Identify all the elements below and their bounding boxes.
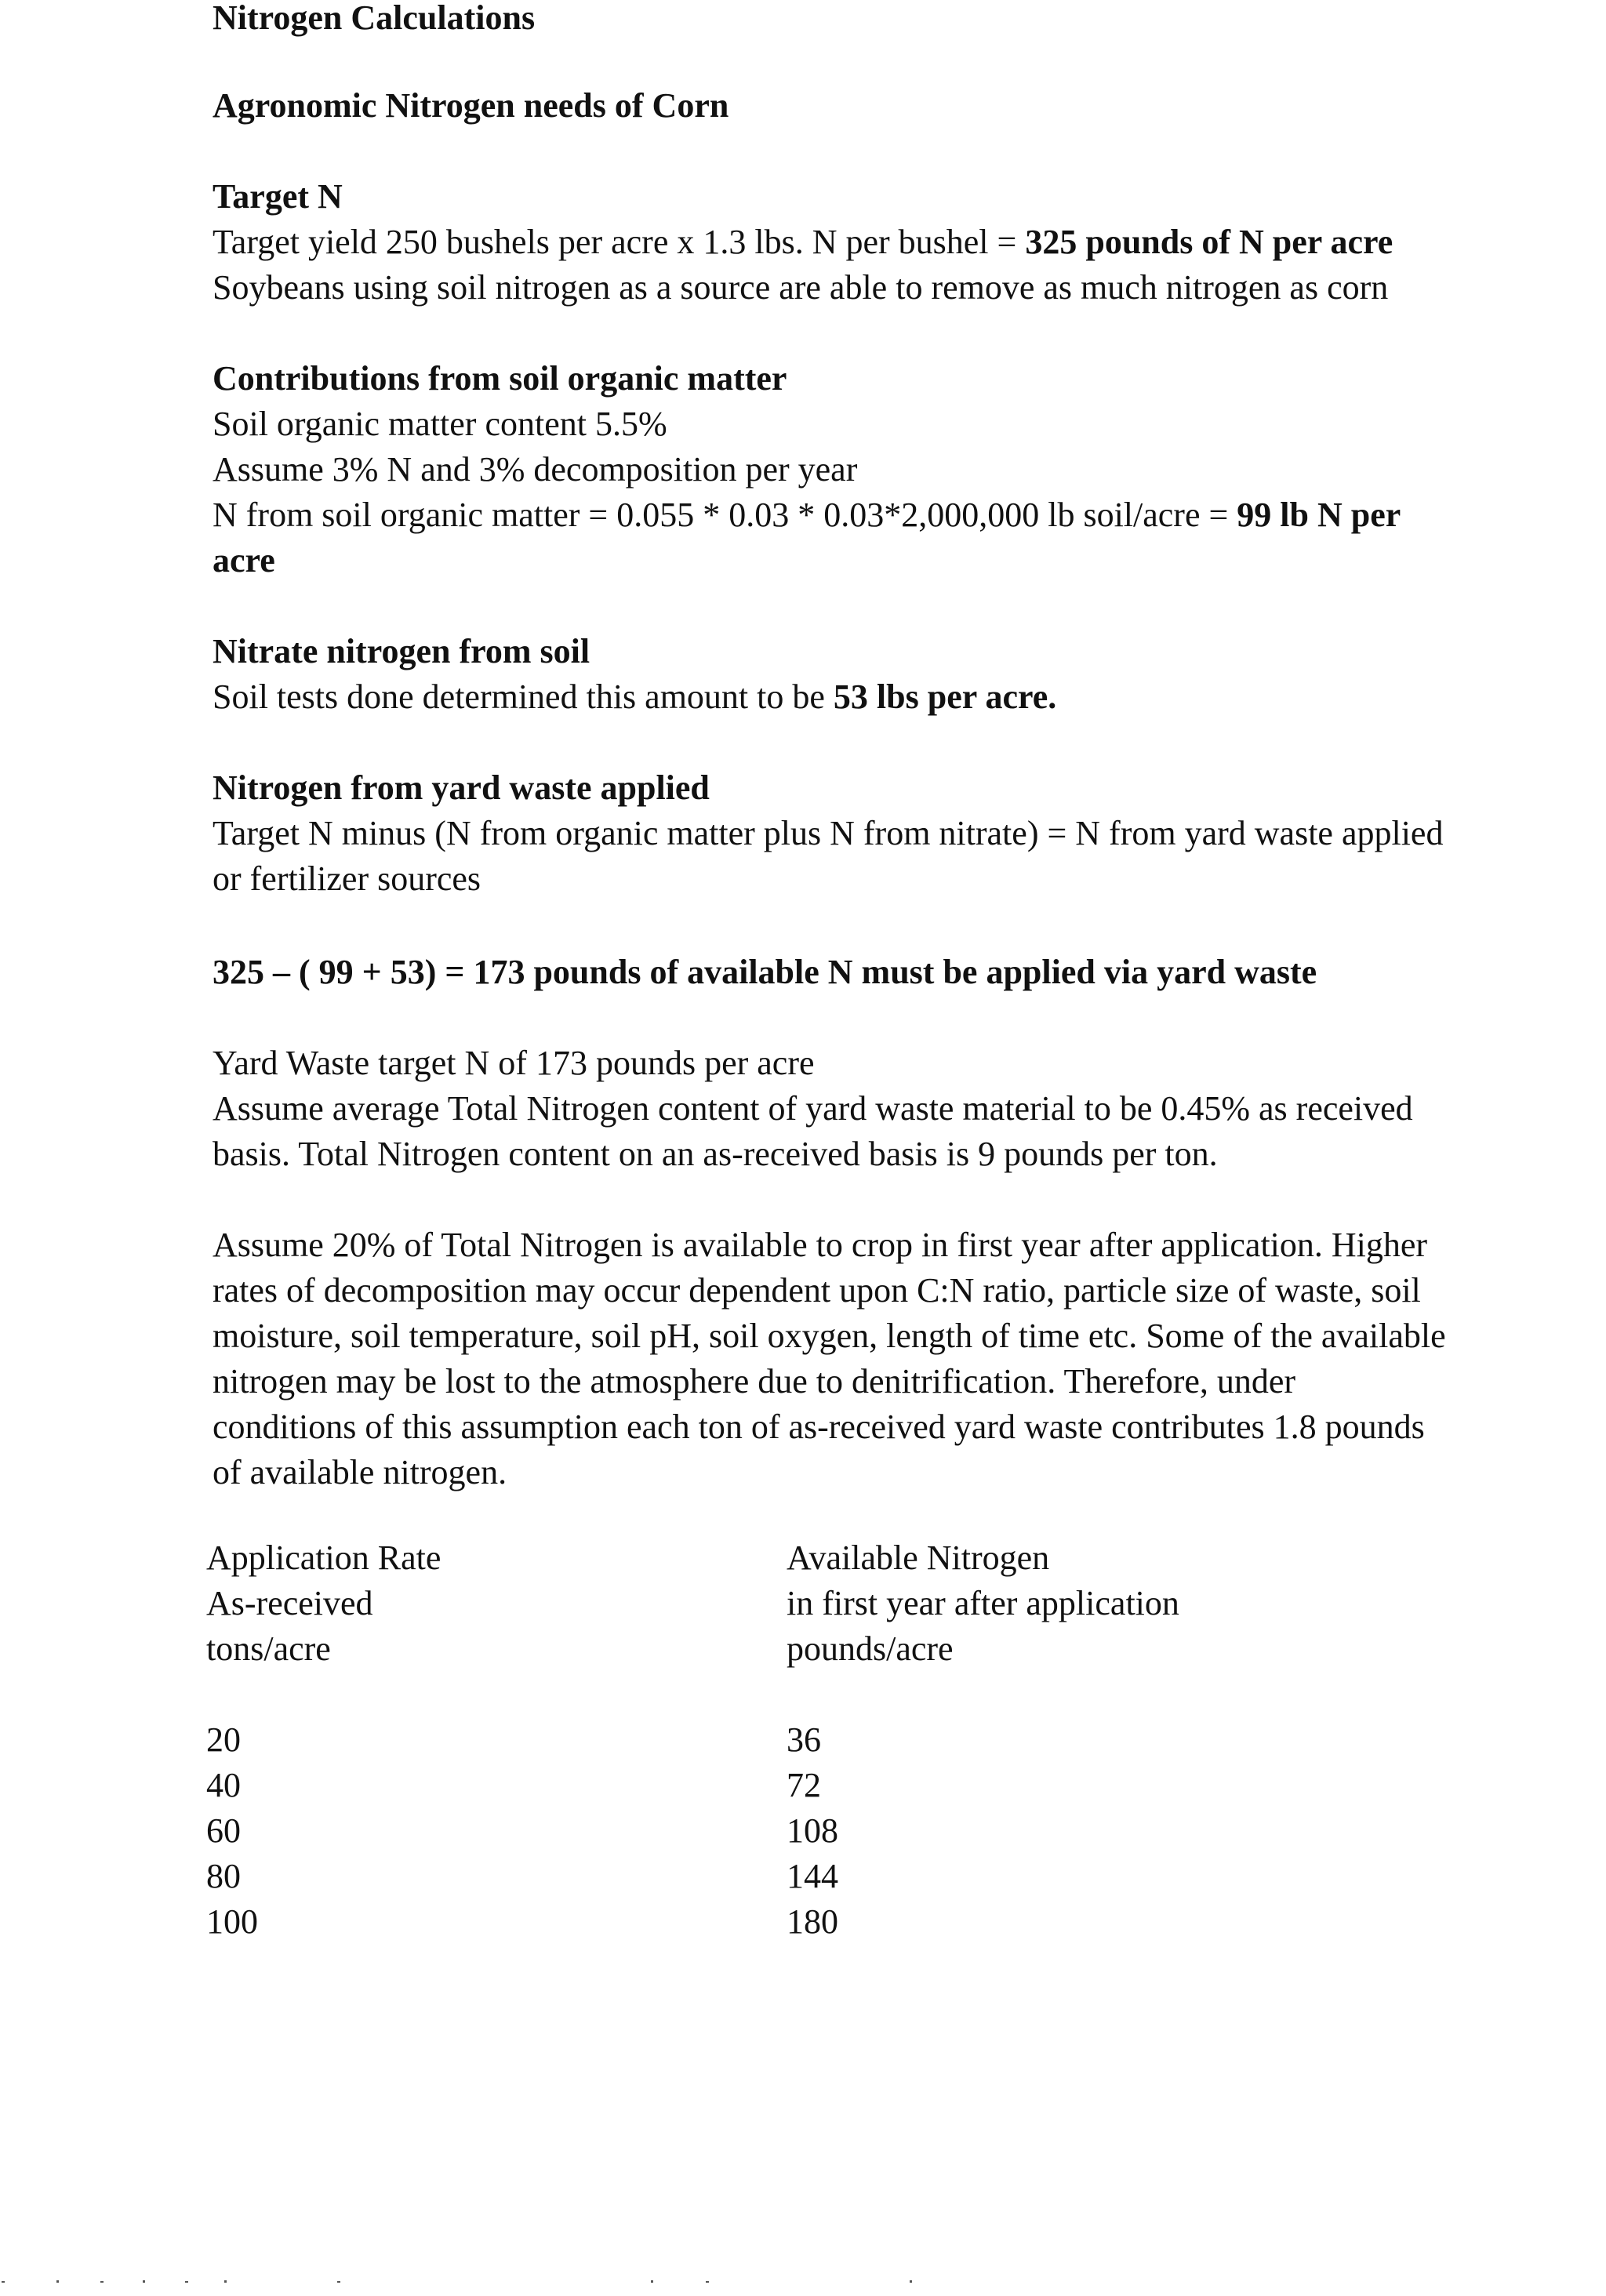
section-nitrate <box>213 629 1593 720</box>
yard-target-line-2: Assume average Total Nitrogen content of yard waste material to be 0.45% as received <box>213 1089 1413 1128</box>
target-n-value: 325 pounds of N per acre <box>1025 223 1393 261</box>
yard-waste-line-2: or fertilizer sources <box>213 859 481 898</box>
assumption-line-3: moisture, soil temperature, soil pH, soil oxygen, length of time etc. Some of the available <box>213 1317 1446 1355</box>
table-body <box>206 1717 1304 1945</box>
header-cell: pounds/acre <box>787 1629 954 1668</box>
nitrogen-cell: 36 <box>787 1720 821 1759</box>
target-n-heading: Target N <box>213 177 343 216</box>
target-n-line-2: Soybeans using soil nitrogen as a source are able to remove as much nitrogen as corn <box>213 268 1389 307</box>
section-yard-waste <box>213 765 1593 902</box>
nitrogen-cell: 180 <box>787 1902 838 1941</box>
organic-matter-value: 99 lb N per <box>1237 496 1401 534</box>
document-title: Nitrogen Calculations <box>213 0 536 37</box>
nitrate-value: 53 lbs per acre. <box>833 678 1057 716</box>
organic-matter-heading: Contributions from soil organic matter <box>213 359 787 398</box>
header-cell: in first year after application <box>787 1584 1179 1622</box>
organic-matter-line-1: Soil organic matter content 5.5% <box>213 405 667 443</box>
rate-cell: 60 <box>206 1811 241 1850</box>
organic-matter-formula: N from soil organic matter = 0.055 * 0.03 * 0.03*2,000,000 lb soil/acre = <box>213 496 1237 534</box>
header-cell: Application Rate <box>206 1539 441 1577</box>
assumption-line-4: nitrogen may be lost to the atmosphere due to denitrification. Therefore, under <box>213 1362 1296 1400</box>
equation-line: 325 – ( 99 + 53) = 173 pounds of available N must be applied via yard waste <box>213 953 1317 991</box>
header-cell: tons/acre <box>206 1629 331 1668</box>
nitrate-heading: Nitrate nitrogen from soil <box>213 632 590 670</box>
yard-target-line-3: basis. Total Nitrogen content on an as-received basis is 9 pounds per ton. <box>213 1135 1218 1173</box>
rate-cell: 100 <box>206 1902 258 1941</box>
scan-artifact-dots <box>0 2274 1606 2290</box>
section-heading-corn: Agronomic Nitrogen needs of Corn <box>213 86 729 125</box>
header-cell: As-received <box>206 1584 373 1622</box>
header-application-rate <box>206 1535 787 1672</box>
target-n-text: Target yield 250 bushels per acre x 1.3 lbs. N per bushel = <box>213 223 1026 261</box>
rate-cell: 80 <box>206 1857 241 1895</box>
table-header <box>206 1535 1304 1672</box>
table-row <box>206 1717 1304 1763</box>
section-assumption <box>213 1222 1593 1495</box>
rate-cell: 40 <box>206 1766 241 1804</box>
header-cell: Available Nitrogen <box>787 1539 1050 1577</box>
section-target-n <box>213 174 1593 311</box>
nitrogen-cell: 108 <box>787 1811 838 1850</box>
nitrate-line-1 <box>213 674 1593 720</box>
section-yard-target <box>213 1041 1593 1177</box>
header-available-nitrogen <box>787 1535 1304 1672</box>
yard-waste-line-1: Target N minus (N from organic matter plus N from nitrate) = N from yard waste applied <box>213 814 1444 852</box>
assumption-line-1: Assume 20% of Total Nitrogen is available to crop in first year after application. Higher <box>213 1226 1428 1264</box>
assumption-line-2: rates of decomposition may occur dependent upon C:N ratio, particle size of waste, soil <box>213 1271 1421 1310</box>
section-organic-matter <box>213 356 1593 583</box>
table-row <box>206 1899 1304 1945</box>
target-n-line-1 <box>213 220 1593 265</box>
application-rate-table <box>206 1535 1304 1945</box>
assumption-line-6: of available nitrogen. <box>213 1453 507 1491</box>
table-row <box>206 1854 1304 1899</box>
nitrogen-cell: 144 <box>787 1857 838 1895</box>
assumption-line-5: conditions of this assumption each ton of as-received yard waste contributes 1.8 pounds <box>213 1408 1425 1446</box>
table-row <box>206 1763 1304 1808</box>
nitrate-text: Soil tests done determined this amount to be <box>213 678 834 716</box>
organic-matter-line-2: Assume 3% N and 3% decomposition per year <box>213 450 858 489</box>
nitrogen-cell: 72 <box>787 1766 821 1804</box>
yard-target-line-1: Yard Waste target N of 173 pounds per acre <box>213 1044 815 1082</box>
organic-matter-line-4: acre <box>213 541 275 579</box>
rate-cell: 20 <box>206 1720 241 1759</box>
table-row <box>206 1808 1304 1854</box>
organic-matter-line-3 <box>213 492 1593 538</box>
yard-waste-heading: Nitrogen from yard waste applied <box>213 768 710 807</box>
